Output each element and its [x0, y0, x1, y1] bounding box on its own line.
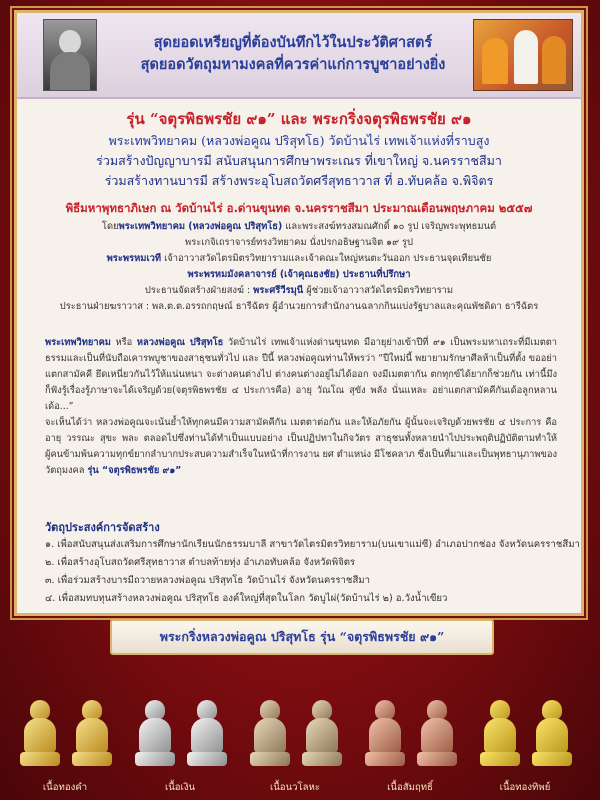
amulet-tip-front: [480, 700, 520, 768]
paragraph-1: [45, 335, 557, 415]
info-suffix: และพระสงฆ์ทรงสมณศักดิ์ ๑๐ รูป เจริญพระพุทธมนต์: [282, 221, 497, 232]
ceremony-line: พิธีมหาพุทธาภิเษก ณ วัดบ้านไร่ อ.ด่านขุนทด จ.นครราชสีมา ประมาณเดือนพฤษภาคม ๒๕๕๗: [65, 201, 533, 215]
info-advisor: [17, 267, 581, 282]
monk-side-prefix: ประธานจัดสร้างฝ่ายสงฆ์ :: [144, 285, 254, 296]
amulet-silver-back: [187, 700, 227, 768]
chairman-role: เจ้าอาวาสวัดไตรมิตรวิทยารามและเจ้าคณะใหญ่หนตะวันออก ประธานจุดเทียนชัย: [161, 253, 492, 264]
label-tip: เนื้อทองทิพย์: [499, 782, 551, 793]
objective-item: ๑. เพื่อสนับสนุนส่งเสริมการศึกษานักเรียนนักธรรมบาลี สาขาวัดไตรมิตรวิทยาราม(บนเขาแม่ซี) อำเภอปากช่อง จังหวัดนครราชสีมา: [45, 539, 580, 550]
chairman-name: พระพรหมเวที: [106, 253, 162, 264]
amulet-tip-back: [532, 700, 572, 768]
label-nava: เนื้อนวโลหะ: [269, 782, 321, 793]
content-frame: [14, 10, 584, 616]
info-chairman: [17, 251, 581, 266]
purpose-line-1: ร่วมสร้างปัญญาบารมี สนับสนุนการศึกษาพระเณร ที่เขาใหญ่ จ.นครราชสีมา: [96, 153, 502, 168]
info-monk-side: [17, 283, 581, 298]
amulet-gold-back: [72, 700, 112, 768]
header-banner: [17, 13, 581, 99]
info-presided: [17, 219, 581, 234]
amulet-gallery: [0, 700, 600, 770]
objective-item: ๓. เพื่อร่วมสร้างบารมีถวายหลวงพ่อคูณ ปริสุทโธ วัดบ้านไร่ จังหวัดนครราชสีมา: [45, 575, 371, 586]
info-meditation: พระเกจิเถราจารย์ทรงวิทยาคม นั่งปรกอธิษฐานจิต ๑๙ รูป: [185, 237, 413, 248]
label-gold: เนื้อทองคำ: [42, 782, 88, 793]
monk-portrait-photo: [43, 19, 97, 91]
monk-figure: [542, 36, 566, 84]
amulet-silver-front: [135, 700, 175, 768]
p1-text: วัดบ้านไร่ เทพเจ้าแห่งด่านขุนทด มีอายุย่างเข้าปีที่ ๙๑ เป็นพระมหาเถระที่มีเมตตาธรรมและเป็นที่นับถือเคารพบูชาของสาธุชนทั่วไป และ ปีนี้ หลวงพ่อคูณท่านให้พรว่า “ปีใหม่นี้ พยายามรักษาศีลห้าเป็นที่ตั้ง ขออย่าแตกสามัคคี ยึดเหนี่ยวกันไว้ให้แน่นหนา จะต่างคนต่างไป ต่างคนต่างอยู่ไม่ได้ออก จงมีเมตตากัน ตกทุกข์ได้ยากก็ช่วยกัน เท่านี้มึงก็ฟังรู้เรื่องรู้ภาษาจะได้เจริญด้วย(จตุรพิธพรชัย ๔ ประการคือ) อายุ วัณโณ สุขัง พลัง นั่นแหละ อย่าแตกสามัคคีกันเด้อลูกหลานเด้อ...”: [45, 337, 557, 412]
info-lay-side: ประธานฝ่ายฆราวาส : พล.ต.ต.อรรถกฤษณ์ ธารีฉัตร ผู้อำนวยการสำนักงานฉลากกินแบ่งรัฐบาลและคุณพัชดิดา ธารีฉัตร: [59, 301, 539, 312]
objective-item: ๔. เพื่อสมทบทุนสร้างหลวงพ่อคูณ ปริสุทโธ องค์ใหญ่ที่สุดในโลก วัดบูไผ่(วัดบ้านไร่ ๒) อ.วังน้ำเขียว: [45, 593, 448, 604]
p2-text: จะเห็นได้ว่า หลวงพ่อคูณจะเน้นย้ำให้ทุกคนมีความสามัคคีกัน เมตตาต่อกัน และให้อภัยกัน ผู้นั้นจะเจริญด้วยพรชัย ๔ ประการ คือ อายุ วรรณะ สุขะ พละ ตลอดไปซึ่งท่านได้ทำเป็นแบบอย่าง เป็นปฏิปทาในกิจวัตร สาธุชนทั้งหลายนำไปประพฤติปฏิบัติตามทำให้ผู้คนข้ามพ้นความทุกข์ยากลำบากประสบความสำเร็จในหน้าที่การงาน ยศ ตำแหน่ง มีโชคลาภ ซึ่งเป็นที่มาและเป็นพุทธานุภาพของวัตถุมงคล: [45, 417, 558, 476]
main-title: รุ่น “จตุรพิธพรชัย ๙๑” และ พระกริ่งจตุรพิธพรชัย ๙๑: [126, 110, 472, 128]
label-samrit: เนื้อสัมฤทธิ์: [387, 782, 433, 793]
header-line-1: สุดยอดเหรียญที่ต้องบันทึกไว้ในประวัติศาสตร์: [153, 34, 433, 51]
p1-join: หรือ: [110, 337, 137, 348]
amulet-samrit-back: [417, 700, 457, 768]
amulet-nava-front: [250, 700, 290, 768]
p1-name1: พระเทพวิทยาคม: [45, 337, 111, 348]
subtitle: พระเทพวิทยาคม (หลวงพ่อคูณ ปริสุทโธ) วัดบ้านไร่ เทพเจ้าแห่งที่ราบสูง: [108, 133, 490, 148]
monk-figure: [482, 38, 508, 84]
portrait-head: [59, 30, 81, 54]
header-line-2: สุดยอดวัตถุมหามงคลที่ควรค่าแก่การบูชาอย่างยิ่ง: [140, 56, 446, 73]
amulet-gold-front: [20, 700, 60, 768]
p1-name2: หลวงพ่อคูณ ปริสุทโธ: [136, 337, 224, 348]
advisor-name: พระพรหมมังคลาจารย์ (เจ้าคุณธงชัย) ประธานที่ปรึกษา: [187, 269, 411, 280]
label-silver: เนื้อเงิน: [164, 782, 196, 793]
info-prefix: โดย: [101, 221, 119, 232]
monk-side-name: พระศรีวีรมุนี: [253, 285, 304, 296]
person-figure: [514, 30, 538, 84]
purpose-line-2: ร่วมสร้างทานบารมี สร้างพระอุโบสถวัดศรีสุทธาวาส ที่ อ.ทับคล้อ จ.พิจิตร: [104, 173, 494, 188]
portrait-body: [50, 52, 90, 90]
objectives-heading: วัตถุประสงค์การจัดสร้าง: [45, 521, 160, 534]
p2-series: รุ่น “จตุรพิธพรชัย ๙๑”: [87, 465, 182, 476]
ceremony-photo: [473, 19, 573, 91]
amulet-series-banner: พระกริ่งหลวงพ่อคูณ ปริสุทโธ รุ่น “จตุรพิธพรชัย ๙๑”: [110, 619, 494, 655]
amulet-samrit-front: [365, 700, 405, 768]
paragraph-2: [45, 415, 557, 479]
monk-side-suffix: ผู้ช่วยเจ้าอาวาสวัดไตรมิตรวิทยาราม: [303, 285, 454, 296]
info-name: พระเทพวิทยาคม (หลวงพ่อคูณ ปริสุทโธ): [118, 221, 283, 232]
amulet-nava-back: [302, 700, 342, 768]
objective-item: ๒. เพื่อสร้างอุโบสถวัดศรีสุทธาวาส ตำบลท้ายทุ่ง อำเภอทับคล้อ จังหวัดพิจิตร: [45, 557, 356, 568]
